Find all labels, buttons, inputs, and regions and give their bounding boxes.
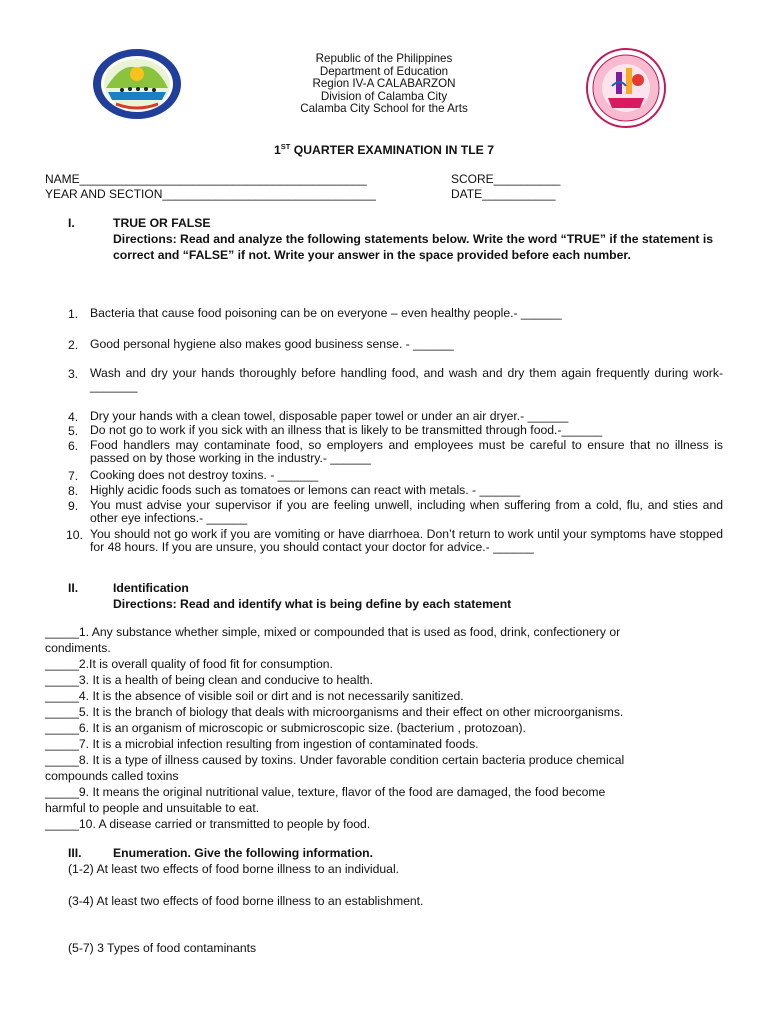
item-text: Wash and dry your hands thoroughly before handling food, and wash and dry them again frequently during work-_______ <box>90 366 723 394</box>
item-text: Bacteria that cause food poisoning can be on everyone – even healthy people.- ______ <box>90 306 562 320</box>
year-section-field[interactable]: YEAR AND SECTION________________________________ <box>45 187 376 201</box>
list-item: _____1. Any substance whether simple, mixed or compounded that is used as food, drink, confectionery or <box>45 625 621 639</box>
enumeration-item: (1-2) At least two effects of food borne illness to an individual. <box>68 862 400 876</box>
item-text: Food handlers may contaminate food, so employers and employees must be careful to ensure that no illness is passed on by those working in the industry.- ______ <box>90 438 723 466</box>
list-item: _____6. It is an organism of microscopic or submicroscopic size. (bacterium , protozoan). <box>45 721 526 735</box>
list-item: _____7. It is a microbial infection resulting from ingestion of contaminated foods. <box>45 737 479 751</box>
list-item: _____10. A disease carried or transmitted to people by food. <box>45 817 371 831</box>
item-number: 9. <box>68 499 79 513</box>
item-number: 5. <box>68 424 79 438</box>
item-number: 10. <box>66 528 83 542</box>
item-text: Highly acidic foods such as tomatoes or lemons can react with metals. - ______ <box>90 483 521 497</box>
list-item: _____3. It is a health of being clean and conducive to health. <box>45 673 373 687</box>
list-item: _____8. It is a type of illness caused by toxins. Under favorable condition certain bacteria produce chemical <box>45 753 625 767</box>
list-item: _____5. It is the branch of biology that deals with microorganisms and their effect on other microorganisms. <box>45 705 624 719</box>
title-ordinal-suffix: ST <box>280 142 291 151</box>
header-department: Department of Education <box>319 64 449 78</box>
list-item: compounds called toxins <box>45 769 179 783</box>
item-number: 4. <box>68 410 79 424</box>
name-field[interactable]: NAME___________________________________________ <box>45 172 367 186</box>
enumeration-item: (3-4) At least two effects of food borne illness to an establishment. <box>68 894 424 908</box>
list-item: _____4. It is the absence of visible soil or dirt and is not necessarily sanitized. <box>45 689 464 703</box>
item-number: 3. <box>68 367 79 381</box>
title-ordinal: 1 <box>274 143 281 158</box>
exam-title <box>0 142 768 157</box>
identification-list <box>45 624 725 832</box>
enumeration-item: (5-7) 3 Types of food contaminants <box>68 941 257 955</box>
item-number: 7. <box>68 469 79 483</box>
section-1-heading: TRUE OR FALSE <box>113 216 211 230</box>
item-number: 6. <box>68 439 79 453</box>
section-2-numeral: II. <box>68 581 79 595</box>
school-header <box>0 53 768 116</box>
item-number: 1. <box>68 307 79 321</box>
list-item: _____2.It is overall quality of food fit for consumption. <box>45 657 333 671</box>
item-text: Do not go to work if you sick with an illness that is likely to be transmitted through food.-______ <box>90 423 603 437</box>
item-number: 2. <box>68 338 79 352</box>
section-3-heading: Enumeration. Give the following information. <box>113 846 374 860</box>
list-item: _____9. It means the original nutritional value, texture, flavor of the food are damaged, the food become <box>45 785 606 799</box>
header-division: Division of Calamba City <box>320 89 448 103</box>
list-item: condiments. <box>45 641 111 655</box>
item-number: 8. <box>68 484 79 498</box>
header-region: Region IV-A CALABARZON <box>312 77 456 91</box>
section-2-heading: Identification <box>113 581 189 595</box>
section-3-numeral: III. <box>68 846 82 860</box>
date-field[interactable]: DATE___________ <box>451 187 556 201</box>
item-text: Dry your hands with a clean towel, disposable paper towel or under an air dryer.- ______ <box>90 409 569 423</box>
item-text: You must advise your supervisor if you are feeling unwell, including when suffering from a cold, flu, and sties and other eye infections.- ______ <box>90 498 723 526</box>
section-2-directions: Directions: Read and identify what is being define by each statement <box>113 597 512 611</box>
header-republic: Republic of the Philippines <box>315 52 453 65</box>
item-text: You should not go work if you are vomiting or have diarrhoea. Don’t return to work until your symptoms have stopped for 48 hours. If you are unsure, you should contact your doctor for advice.- ______ <box>90 527 723 555</box>
title-rest: QUARTER EXAMINATION IN TLE 7 <box>290 143 494 158</box>
score-field[interactable]: SCORE__________ <box>451 172 561 186</box>
list-item: harmful to people and unsuitable to eat. <box>45 801 260 815</box>
item-text: Cooking does not destroy toxins. - ______ <box>90 468 319 482</box>
header-school: Calamba City School for the Arts <box>300 102 468 116</box>
item-text: Good personal hygiene also makes good business sense. - ______ <box>90 337 454 351</box>
section-1-numeral: I. <box>68 216 75 230</box>
section-1-directions: Directions: Read and analyze the following statements below. Write the word “TRUE” if the statement is correct and “FALSE” if not. Write your answer in the space provided before each number. <box>113 232 713 262</box>
